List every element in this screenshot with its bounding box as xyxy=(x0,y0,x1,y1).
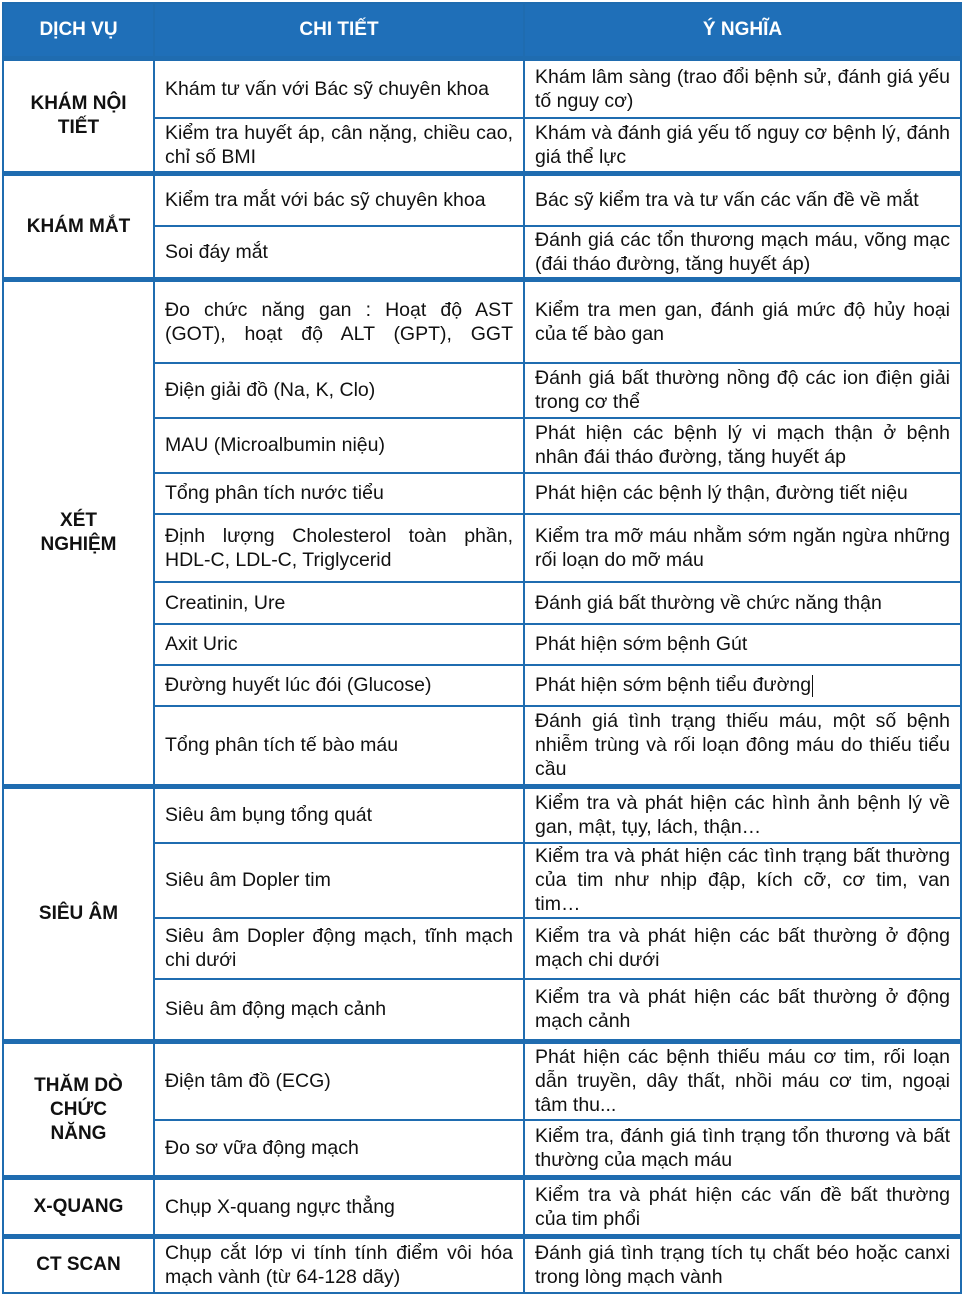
detail-cell: Chụp X-quang ngực thẳng xyxy=(154,1178,524,1237)
category-cell: KHÁM NỘI TIẾT xyxy=(3,59,154,174)
meaning-cell: Phát hiện các bệnh lý vi mạch thận ở bệnh nhân đái tháo đường, tăng huyết áp xyxy=(524,418,961,473)
detail-cell: Chụp cắt lớp vi tính tính điểm vôi hóa mạch vành (từ 64-128 dãy) xyxy=(154,1237,524,1293)
category-cell: XÉT NGHIỆM xyxy=(3,280,154,787)
detail-cell xyxy=(154,280,524,363)
category-cell: X-QUANG xyxy=(3,1178,154,1237)
meaning-cell: Phát hiện các bệnh thiếu máu cơ tim, rối loạn dẫn truyền, dây thất, nhồi máu cơ tim, ngoại tâm thu... xyxy=(524,1042,961,1120)
meaning-cell: Kiểm tra, đánh giá tình trạng tổn thương và bất thường của mạch máu xyxy=(524,1120,961,1178)
meaning-cell: Đánh giá bất thường về chức năng thận xyxy=(524,582,961,624)
header-service: DỊCH VỤ xyxy=(3,3,154,59)
table-row xyxy=(3,1237,961,1293)
detail-cell: Axit Uric xyxy=(154,624,524,665)
detail-cell: Điện tâm đồ (ECG) xyxy=(154,1042,524,1120)
table-row xyxy=(3,787,961,843)
detail-cell: Điện giải đồ (Na, K, Clo) xyxy=(154,363,524,418)
text-cursor xyxy=(812,675,813,697)
header-detail: CHI TIẾT xyxy=(154,3,524,59)
meaning-cell xyxy=(524,665,961,706)
meaning-cell: Đánh giá bất thường nồng độ các ion điện giải trong cơ thể xyxy=(524,363,961,418)
category-cell: KHÁM MẮT xyxy=(3,174,154,280)
meaning-cell: Khám lâm sàng (trao đổi bệnh sử, đánh giá yếu tố nguy cơ) xyxy=(524,59,961,118)
table-row xyxy=(3,59,961,118)
table-row xyxy=(3,174,961,226)
meaning-cell: Đánh giá các tổn thương mạch máu, võng mạc (đái tháo đường, tăng huyết áp) xyxy=(524,226,961,280)
meaning-cell: Đánh giá tình trạng thiếu máu, một số bệnh nhiễm trùng và rối loạn đông máu do thiếu tiểu cầu xyxy=(524,706,961,787)
detail-cell: MAU (Microalbumin niệu) xyxy=(154,418,524,473)
detail-cell: Tổng phân tích tế bào máu xyxy=(154,706,524,787)
table-row xyxy=(3,1178,961,1237)
detail-cell: Kiểm tra mắt với bác sỹ chuyên khoa xyxy=(154,174,524,226)
detail-cell: Siêu âm Dopler động mạch, tĩnh mạch chi dưới xyxy=(154,918,524,979)
meaning-cell: Đánh giá tình trạng tích tụ chất béo hoặc canxi trong lòng mạch vành xyxy=(524,1237,961,1293)
detail-cell: Siêu âm bụng tổng quát xyxy=(154,787,524,843)
table-row xyxy=(3,280,961,363)
meaning-cell: Kiểm tra và phát hiện các bất thường ở động mạch cảnh xyxy=(524,979,961,1042)
category-cell: THĂM DÒ CHỨC NĂNG xyxy=(3,1042,154,1178)
meaning-cell: Khám và đánh giá yếu tố nguy cơ bệnh lý, đánh giá thể lực xyxy=(524,118,961,174)
meaning-cell: Phát hiện sớm bệnh Gút xyxy=(524,624,961,665)
detail-cell: Soi đáy mắt xyxy=(154,226,524,280)
meaning-cell: Kiểm tra mỡ máu nhằm sớm ngăn ngừa những rối loạn do mỡ máu xyxy=(524,514,961,582)
meaning-cell: Kiểm tra và phát hiện các bất thường ở động mạch chi dưới xyxy=(524,918,961,979)
meaning-cell: Kiểm tra men gan, đánh giá mức độ hủy hoại của tế bào gan xyxy=(524,280,961,363)
detail-cell: Định lượng Cholesterol toàn phần, HDL-C, LDL-C, Triglycerid xyxy=(154,514,524,582)
detail-cell: Đường huyết lúc đói (Glucose) xyxy=(154,665,524,706)
services-table xyxy=(2,2,962,1294)
category-cell: SIÊU ÂM xyxy=(3,787,154,1042)
detail-cell: Tổng phân tích nước tiểu xyxy=(154,473,524,514)
category-cell: CT SCAN xyxy=(3,1237,154,1293)
detail-cell: Creatinin, Ure xyxy=(154,582,524,624)
detail-cell: Siêu âm Dopler tim xyxy=(154,843,524,918)
meaning-cell: Bác sỹ kiểm tra và tư vấn các vấn đề về mắt xyxy=(524,174,961,226)
table-row xyxy=(3,1042,961,1120)
meaning-cell: Kiểm tra và phát hiện các vấn đề bất thường của tim phổi xyxy=(524,1178,961,1237)
header-row xyxy=(3,3,961,59)
meaning-cell: Kiểm tra và phát hiện các hình ảnh bệnh lý về gan, mật, tụy, lách, thận… xyxy=(524,787,961,843)
detail-cell: Đo sơ vữa động mạch xyxy=(154,1120,524,1178)
detail-cell: Khám tư vấn với Bác sỹ chuyên khoa xyxy=(154,59,524,118)
detail-cell: Kiểm tra huyết áp, cân nặng, chiều cao, chỉ số BMI xyxy=(154,118,524,174)
meaning-cell: Phát hiện các bệnh lý thận, đường tiết niệu xyxy=(524,473,961,514)
header-meaning: Ý NGHĨA xyxy=(524,3,961,59)
detail-text: Đo chức năng gan : Hoạt độ AST (GOT), hoạt độ ALT (GPT), GGT xyxy=(165,298,513,345)
meaning-cell: Kiểm tra và phát hiện các tình trạng bất thường của tim như nhịp đập, kích cỡ, cơ tim, van tim… xyxy=(524,843,961,918)
detail-cell: Siêu âm động mạch cảnh xyxy=(154,979,524,1042)
meaning-text: Phát hiện sớm bệnh tiểu đường xyxy=(535,674,812,696)
